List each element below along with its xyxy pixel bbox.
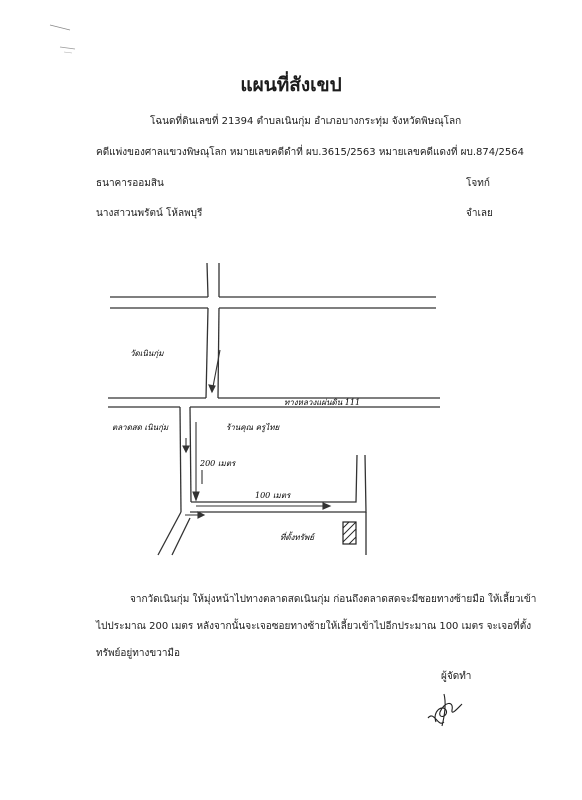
- handwritten-signature: [414, 682, 484, 732]
- map-label-highway: ทางหลวงแผ่นดิน 111: [284, 398, 361, 407]
- plaintiff-role: โจทก์: [466, 178, 490, 189]
- map-label-100m: 100 เมตร: [255, 491, 291, 500]
- document-title: แผนที่สังเขป: [240, 74, 342, 96]
- directions-line-3: ทรัพย์อยู่ทางขวามือ: [96, 648, 181, 659]
- road-north-west-edge: [207, 263, 208, 297]
- map-label-200m: 200 เมตร: [200, 459, 236, 468]
- case-line: คดีแพ่งของศาลแขวงพิษณุโลก หมายเลขคดีดำที่ ผบ.3615/2563 หมายเลขคดีแดงที่ ผบ.874/2564: [96, 147, 524, 158]
- prepared-by-label: ผู้จัดทำ: [441, 671, 472, 682]
- defendant-name: นางสาวนพรัตน์ โห้ลพบุรี: [96, 208, 203, 219]
- soi-west-edge: [180, 407, 181, 512]
- directions-line-1: จากวัดเนินกุ่ม ให้มุ่งหน้าไปทางตลาดสดเนินกุ่ม ก่อนถึงตลาดสดจะมีซอยทางซ้ายมือ ให้เลี้ยวเข้า: [130, 594, 537, 605]
- deed-line: โฉนดที่ดินเลขที่ 21394 ตำบลเนินกุ่ม อำเภอบางกระทุ่ม จังหวัดพิษณุโลก: [150, 116, 462, 127]
- map-label-soi: ร้านคุณ ครูไทย: [226, 423, 280, 432]
- map-label-market: ตลาดสด เนินกุ่ม: [112, 423, 169, 432]
- defendant-role: จำเลย: [466, 208, 493, 219]
- plaintiff-name: ธนาคารออมสิน: [96, 178, 164, 189]
- soi-east-edge: [190, 407, 191, 502]
- directions-line-2: ไปประมาณ 200 เมตร หลังจากนั้นจะเจอซอยทางซ้ายให้เลี้ยวเข้าไปอีกประมาณ 100 เมตร จะเจอที่ตั้ง: [96, 621, 532, 632]
- map-label-temple: วัดเนินกุ่ม: [130, 349, 164, 358]
- map-label-property: ที่ตั้งทรัพย์: [280, 533, 314, 542]
